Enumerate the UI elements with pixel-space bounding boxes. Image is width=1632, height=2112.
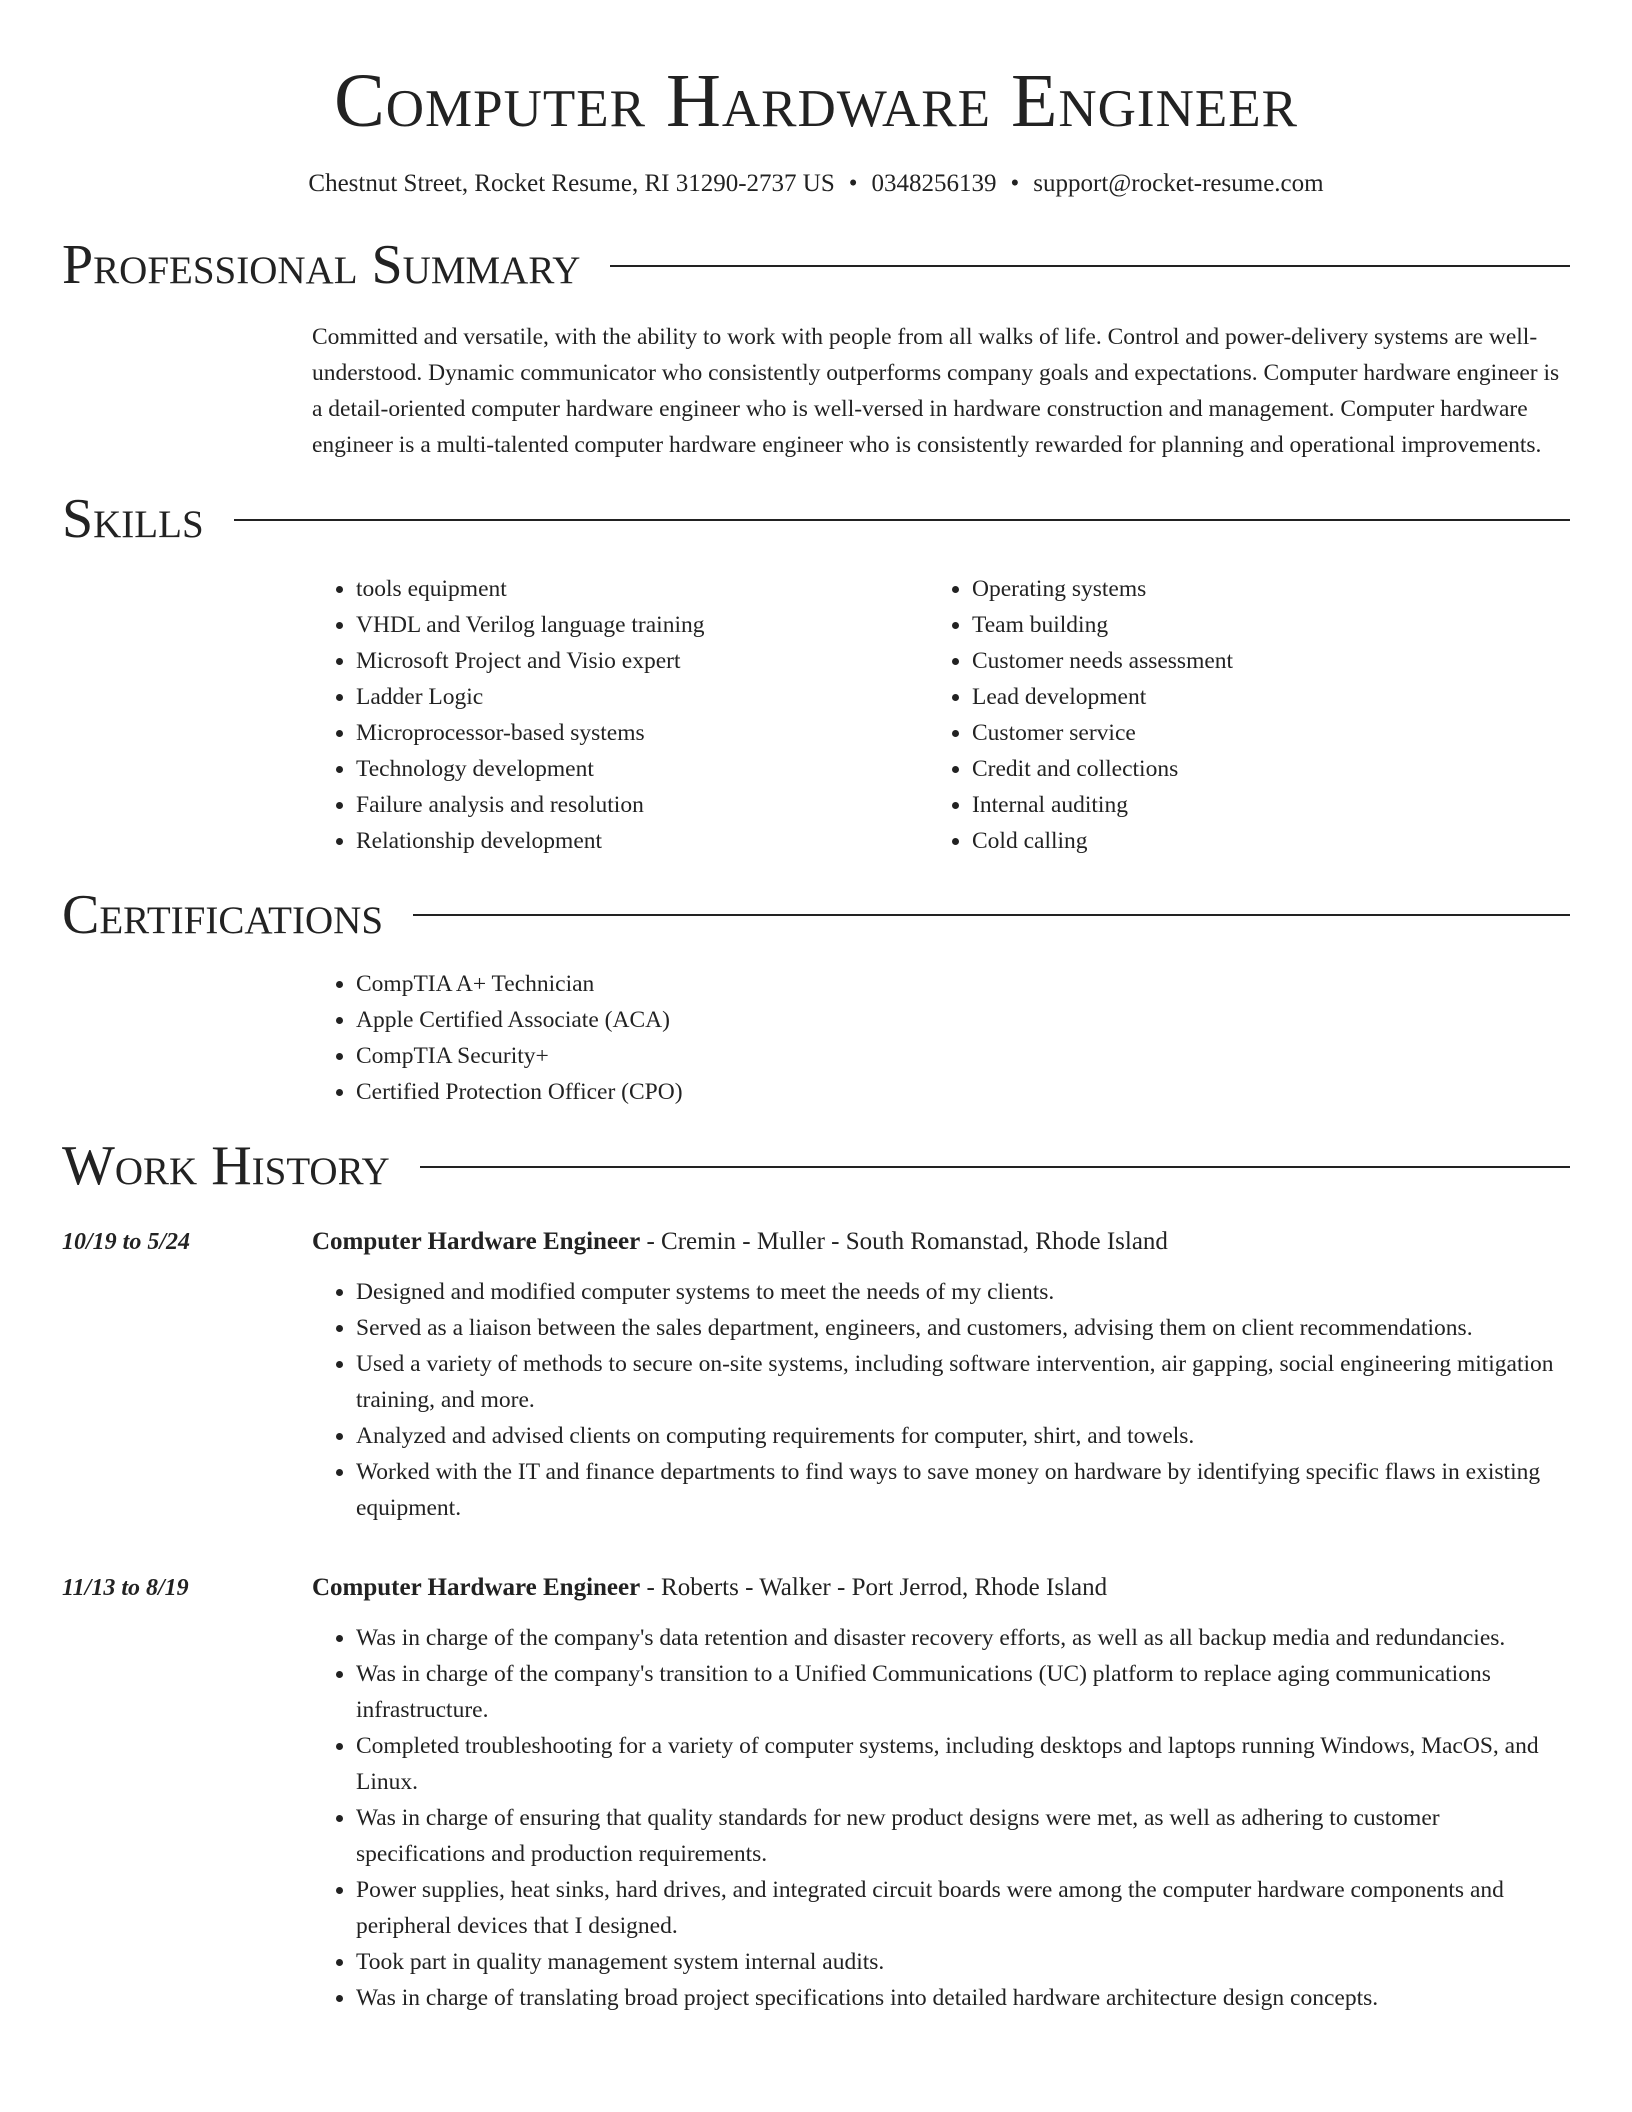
job-entry [62, 1224, 1570, 1526]
section-divider [234, 519, 1570, 521]
job-employer: - Cremin - Muller - South Romanstad, Rhode Island [640, 1227, 1168, 1255]
skills-grid [312, 571, 1570, 859]
certification-item: • CompTIA A+ Technician [356, 966, 1570, 1002]
job-body [312, 1224, 1570, 1526]
job-bullet: • Completed troubleshooting for a variety of computer systems, including desktops and laptops running Windows, MacOS, and Linux. [356, 1728, 1570, 1800]
job-title: Computer Hardware Engineer [312, 1227, 641, 1255]
skill-item: • Microsoft Project and Visio expert [356, 643, 928, 679]
job-body [312, 1570, 1570, 2016]
job-entry [62, 1570, 1570, 2016]
summary-section-header [62, 235, 1570, 297]
skill-item: • Customer needs assessment [972, 643, 1544, 679]
job-title-line [312, 1224, 1570, 1260]
summary-heading: Professional Summary [62, 234, 581, 297]
skill-item: • VHDL and Verilog language training [356, 607, 928, 643]
skill-item: • Internal auditing [972, 787, 1544, 823]
skill-item: • Operating systems [972, 571, 1544, 607]
skill-item: • Ladder Logic [356, 679, 928, 715]
job-bullet: • Analyzed and advised clients on computing requirements for computer, shirt, and towels. [356, 1418, 1570, 1454]
skill-item: • Relationship development [356, 823, 928, 859]
contact-separator: • [1010, 170, 1020, 198]
work-history-heading: Work History [62, 1135, 390, 1198]
skill-item: • Credit and collections [972, 751, 1544, 787]
job-bullet: • Used a variety of methods to secure on-site systems, including software intervention, air gapping, social engineering mitigation training, and more. [356, 1346, 1570, 1418]
skills-heading: Skills [62, 487, 204, 550]
contact-email: support@rocket-resume.com [1033, 170, 1324, 198]
skill-item: • Microprocessor-based systems [356, 715, 928, 751]
job-bullets [312, 1274, 1570, 1526]
skill-item: • Cold calling [972, 823, 1544, 859]
job-title-line [312, 1570, 1570, 1606]
certifications-heading: Certifications [62, 883, 384, 946]
contact-line [62, 169, 1570, 199]
section-divider [610, 265, 1570, 267]
section-divider [413, 914, 1570, 916]
skill-item: • Technology development [356, 751, 928, 787]
skills-column-right [928, 571, 1544, 859]
summary-text: Committed and versatile, with the ability to work with people from all walks of life. Control and power-delivery systems are well-understood. Dynamic communicator who consistently outperforms company goals and expectations. Computer hardware engineer is a detail-oriented computer hardware engineer who is well-versed in hardware construction and management. Computer hardware engineer is a multi-talented computer hardware engineer who is consistently rewarded for planning and operational improvements. [312, 323, 1560, 458]
contact-separator: • [848, 170, 858, 198]
job-dates: 11/13 to 8/19 [62, 1574, 189, 1601]
certification-item: • CompTIA Security+ [356, 1038, 1570, 1074]
section-divider [420, 1166, 1570, 1168]
skill-item: • Failure analysis and resolution [356, 787, 928, 823]
job-bullet: • Power supplies, heat sinks, hard drives, and integrated circuit boards were among the computer hardware components and peripheral devices that I designed. [356, 1872, 1570, 1944]
skill-item: • tools equipment [356, 571, 928, 607]
skills-column-left [312, 571, 928, 859]
job-employer: - Roberts - Walker - Port Jerrod, Rhode Island [640, 1573, 1108, 1601]
job-bullet: • Took part in quality management system internal audits. [356, 1944, 1570, 1980]
skill-item: • Customer service [972, 715, 1544, 751]
certification-item: • Apple Certified Associate (ACA) [356, 1002, 1570, 1038]
job-bullets [312, 1620, 1570, 2016]
job-bullet: • Was in charge of translating broad project specifications into detailed hardware architecture design concepts. [356, 1980, 1570, 2016]
certifications-section-header [62, 885, 1570, 947]
skill-item: • Lead development [972, 679, 1544, 715]
job-dates: 10/19 to 5/24 [62, 1228, 191, 1255]
skill-item: • Team building [972, 607, 1544, 643]
job-bullet: • Was in charge of ensuring that quality standards for new product designs were met, as well as adhering to customer specifications and production requirements. [356, 1800, 1570, 1872]
certifications-list [312, 966, 1570, 1110]
contact-address: Chestnut Street, Rocket Resume, RI 31290-2737 US [308, 170, 835, 198]
skills-section-header [62, 489, 1570, 551]
job-title: Computer Hardware Engineer [312, 1573, 641, 1601]
job-bullet: • Worked with the IT and finance departments to find ways to save money on hardware by identifying specific flaws in existing equipment. [356, 1454, 1570, 1526]
job-bullet: • Served as a liaison between the sales department, engineers, and customers, advising them on client recommendations. [356, 1310, 1570, 1346]
job-bullet: • Was in charge of the company's data retention and disaster recovery efforts, as well as all backup media and redundancies. [356, 1620, 1570, 1656]
job-bullet: • Was in charge of the company's transition to a Unified Communications (UC) platform to replace aging communications infrastructure. [356, 1656, 1570, 1728]
work-history-section-header [62, 1136, 1570, 1198]
certification-item: • Certified Protection Officer (CPO) [356, 1074, 1570, 1110]
job-bullet: • Designed and modified computer systems to meet the needs of my clients. [356, 1274, 1570, 1310]
candidate-name: Computer Hardware Engineer [334, 59, 1298, 143]
contact-phone: 0348256139 [871, 170, 997, 198]
